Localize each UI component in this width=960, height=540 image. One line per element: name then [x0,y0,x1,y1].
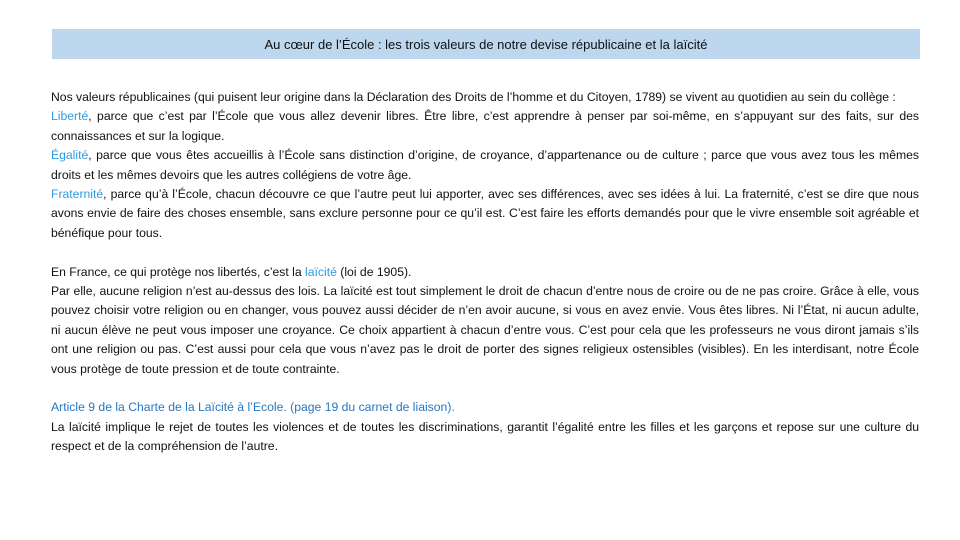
fraternite-keyword: Fraternité [51,187,104,202]
liberte-paragraph [51,107,919,146]
france-text-after: (loi de 1905). [336,264,412,279]
france-text-before: En France, ce qui protège nos libertés, c’est la [51,264,306,279]
laicite-paragraph: Par elle, aucune religion n’est au-dessus des lois. La laïcité est tout simplement le droit de chacun d’entre nous de croire ou de ne pas croire. Grâce à elle, vous pouvez choisir votre religion ou en changer, vous pouvez aussi décider de n’en avoir aucune, si vous en avez envie. Vous êtes libres. Ni l’État, ni aucun adulte, ni aucun élève ne peut vous imposer une croyance. Ce choix appartient à chacun d’entre vous. C’est pour cela que les professeurs ne vous diront jamais s’ils ont une religion ou pas. C’est aussi pour cela que vous n’avez pas le droit de porter des signes religieux ostensibles (visibles). En les interdisant, notre École vous protège de toute pression et de toute contrainte. [51,284,919,376]
liberte-keyword: Liberté [51,109,89,124]
title-banner [52,29,920,59]
document-body [51,88,919,457]
liberte-text: , parce que c’est par l’École que vous allez devenir libres. Être libre, c’est apprendre à penser par soi-même, en s’appuyant sur des faits, sur des connaissances et sur la logique. [51,109,919,143]
laicite-keyword: laïcité [305,264,337,279]
paragraph-spacer [51,243,919,262]
egalite-text: , parce que vous êtes accueillis à l’École sans distinction d’origine, de croyance, d’appartenance ou de culture ; parce que vous avez tous les mêmes droits et les mêmes devoirs que les autres collégiens de votre âge. [51,148,919,182]
page-title: Au cœur de l’École : les trois valeurs de notre devise républicaine et la laïcité [264,36,708,52]
paragraph-spacer [51,379,919,398]
egalite-paragraph [51,146,919,185]
intro-paragraph: Nos valeurs républicaines (qui puisent leur origine dans la Déclaration des Droits de l’homme et du Citoyen, 1789) se vivent au quotidien au sein du collège : [51,90,896,104]
article-heading: Article 9 de la Charte de la Laïcité à l’Ecole. (page 19 du carnet de liaison). [51,400,455,415]
fraternite-text: , parce qu’à l’École, chacun découvre ce que l’autre peut lui apporter, avec ses différences, avec ses idées à lui. La fraternité, c’est se dire que nous avons envie de faire des choses ensemble, sans exclure personne pour ce qu’il est. C’est faire les efforts demandés pour que le vivre ensemble soit agréable et bénéfique pour tous. [51,187,919,240]
france-paragraph [51,263,919,282]
article-paragraph: La laïcité implique le rejet de toutes les violences et de toutes les discriminations, garantit l’égalité entre les filles et les garçons et repose sur une culture du respect et de la compréhension de l’autre. [51,419,919,454]
egalite-keyword: Égalité [51,148,89,163]
fraternite-paragraph [51,185,919,243]
